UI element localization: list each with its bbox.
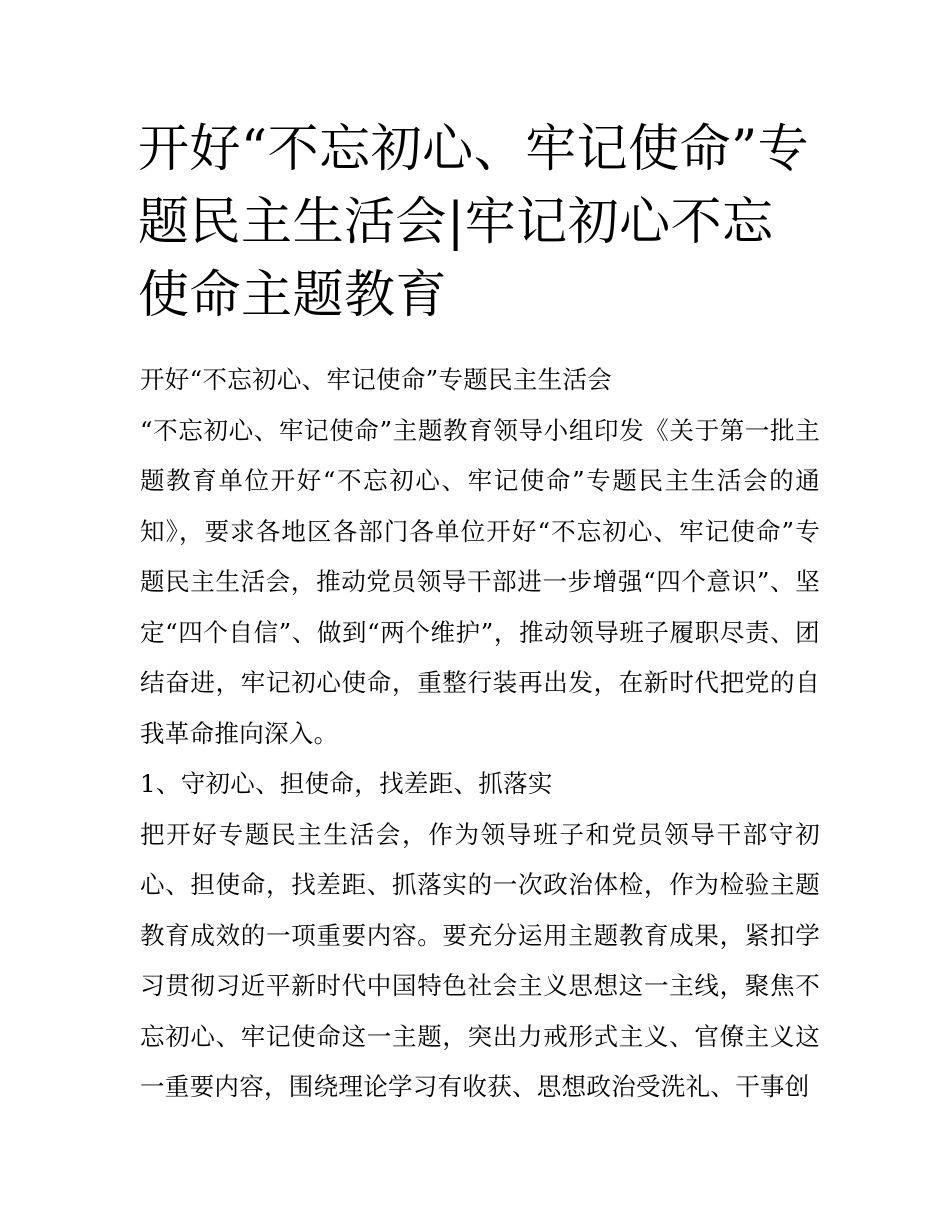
subtitle-paragraph: 开好“不忘初心、牢记使命”专题民主生活会 xyxy=(140,365,613,394)
body-paragraph: 把开好专题民主生活会，作为领导班子和党员领导干部守初心、担使命，找差距、抓落实的一次政治体检，作为检验主题教育成效的一项重要内容。要充分运用主题教育成果，紧扣学习贯彻习近平新时代中国特色社会主义思想这一主线，聚焦不忘初心、牢记使命这一主题，突出力戒形式主义、官僚主义这一重要内容，围绕理论学习有收获、思想政治受洗礼、干事创 xyxy=(140,819,820,1101)
section-heading: 1、守初心、担使命，找差距、抓落实 xyxy=(140,769,553,798)
document-body xyxy=(140,355,820,1113)
document-title: 开好“不忘初心、牢记使命”专题民主生活会|牢记初心不忘使命主题教育 xyxy=(138,120,810,325)
intro-paragraph: “不忘初心、牢记使命”主题教育领导小组印发《关于第一批主题教育单位开好“不忘初心、牢记使命”专题民主生活会的通知》，要求各地区各部门各单位开好“不忘初心、牢记使命”专题民主生活会，推动党员领导干部进一步增强“四个意识”、坚定“四个自信”、做到“两个维护”，推动领导班子履职尽责、团结奋进，牢记初心使命，重整行装再出发，在新时代把党的自我革命推向深入。 xyxy=(140,415,820,748)
